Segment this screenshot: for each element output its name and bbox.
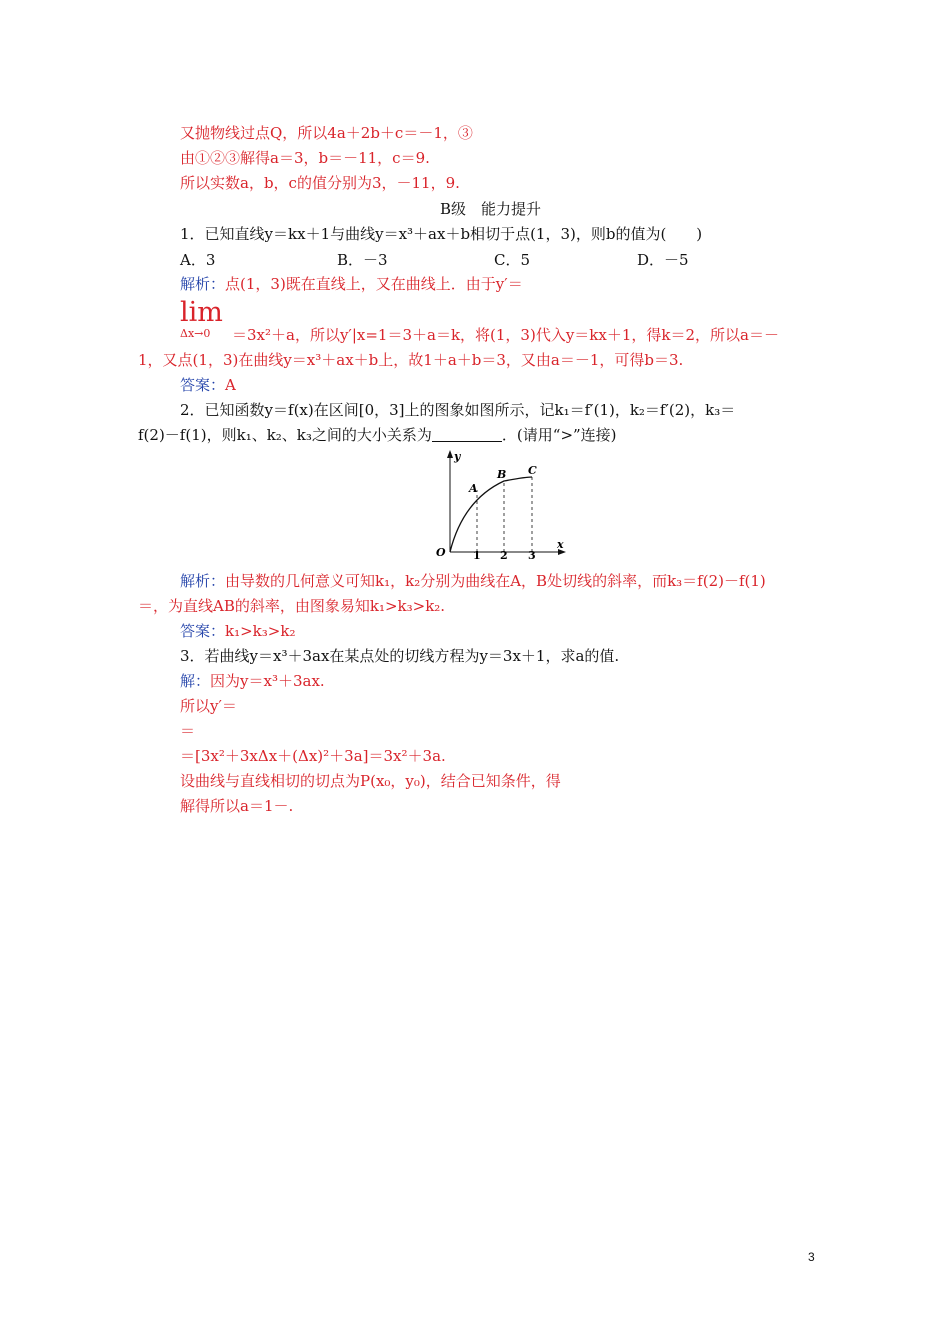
solution-3-line-2: 所以y′＝ bbox=[180, 697, 237, 715]
question-2-line-1: 2．已知函数y＝f(x)在区间[0，3]上的图象如图所示，记k₁＝f′(1)，k₂＝f′(2)，k₃＝ bbox=[180, 401, 736, 419]
analysis-label: 解析： bbox=[180, 572, 226, 590]
analysis-1-line-2: ＝3x²＋a，所以y′|x=1＝3＋a＝k，将(1，3)代入y＝kx＋1，得k＝2，所以a＝－ bbox=[232, 326, 779, 344]
point-c: C bbox=[528, 464, 537, 477]
answer-label: 答案： bbox=[180, 622, 226, 640]
point-a: A bbox=[469, 482, 478, 495]
answer-blank bbox=[432, 427, 502, 442]
page-number: 3 bbox=[808, 1250, 815, 1264]
answer-label: 答案： bbox=[180, 376, 226, 394]
axis-label-x: x bbox=[557, 538, 564, 551]
function-graph bbox=[425, 448, 570, 566]
solution-3-line-4: ＝[3x²＋3xΔx＋(Δx)²＋3a]＝3x²＋3a. bbox=[180, 747, 446, 765]
tick-2: 2 bbox=[500, 549, 508, 562]
axis-label-y: y bbox=[454, 450, 461, 463]
limit-symbol: lim bbox=[180, 297, 223, 328]
option-b: B．－3 bbox=[337, 251, 388, 269]
analysis-label: 解析： bbox=[180, 275, 226, 293]
answer-2 bbox=[180, 621, 295, 641]
question-2-text-b: ．(请用“>”连接) bbox=[501, 426, 617, 444]
solution-label: 解： bbox=[180, 672, 211, 690]
solution-line-1: 又抛物线过点Q，所以4a＋2b＋c＝－1，③ bbox=[180, 124, 473, 142]
analysis-text: 点(1，3)既在直线上，又在曲线上．由于y′＝ bbox=[225, 275, 523, 293]
answer-value: k₁>k₃>k₂ bbox=[225, 622, 296, 640]
answer-value: A bbox=[225, 376, 236, 394]
section-heading: B级 能力提升 bbox=[440, 200, 542, 218]
solution-line-2: 由①②③解得a＝3，b＝－11，c＝9. bbox=[180, 149, 430, 167]
tick-1: 1 bbox=[473, 549, 481, 562]
solution-3-line-5: 设曲线与直线相切的切点为P(x₀，y₀)，结合已知条件，得 bbox=[180, 772, 561, 790]
question-2-text-a: f(2)－f(1)，则k₁、k₂、k₃之间的大小关系为 bbox=[138, 426, 432, 444]
origin-label: O bbox=[436, 546, 446, 559]
analysis-2-line-2: ＝，为直线AB的斜率，由图象易知k₁>k₃>k₂. bbox=[138, 597, 446, 615]
analysis-2-line-1 bbox=[180, 571, 766, 591]
question-1: 1．已知直线y＝kx＋1与曲线y＝x³＋ax＋b相切于点(1，3)，则b的值为( ) bbox=[180, 225, 703, 243]
analysis-1-line-3: 1，又点(1，3)在曲线y＝x³＋ax＋b上，故1＋a＋b＝3，又由a＝－1，可得b＝3. bbox=[138, 351, 684, 369]
tick-3: 3 bbox=[528, 549, 536, 562]
option-a: A．3 bbox=[180, 251, 216, 269]
question-3: 3．若曲线y＝x³＋3ax在某点处的切线方程为y＝3x＋1，求a的值. bbox=[180, 647, 620, 665]
solution-3-line-6: 解得所以a＝1－. bbox=[180, 797, 294, 815]
solution-line-3: 所以实数a，b，c的值分别为3，－11，9. bbox=[180, 174, 460, 192]
option-c: C．5 bbox=[494, 251, 531, 269]
solution-3-line-3: ＝ bbox=[180, 722, 196, 740]
solution-3-line-1 bbox=[180, 671, 325, 691]
answer-1 bbox=[180, 375, 236, 395]
solution-text: 因为y＝x³＋3ax. bbox=[210, 672, 325, 690]
point-b: B bbox=[497, 468, 507, 481]
question-2-line-2 bbox=[138, 425, 617, 445]
analysis-1-line-1 bbox=[180, 274, 523, 294]
analysis-text: 由导数的几何意义可知k₁，k₂分别为曲线在A，B处切线的斜率，而k₃＝f(2)－f(1) bbox=[225, 572, 766, 590]
option-d: D．－5 bbox=[637, 251, 689, 269]
limit-subscript: Δx→0 bbox=[180, 327, 211, 340]
